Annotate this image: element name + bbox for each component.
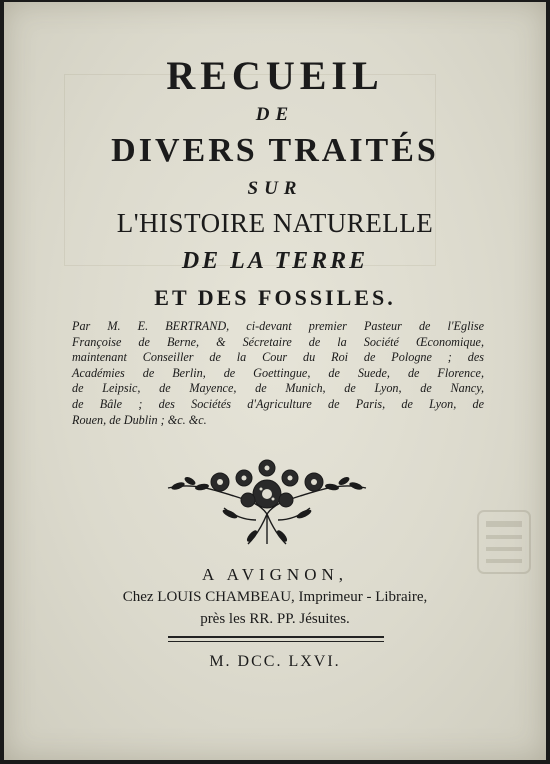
- floral-ornament-icon: [164, 456, 370, 546]
- title-divers-traites: DIVERS TRAITÉS: [111, 132, 439, 169]
- imprint-place: A AVIGNON,: [201, 565, 349, 584]
- byline-line: de Leipsic, de Mayence, de Munich, de Lyon, de Nancy,: [72, 381, 484, 396]
- byline-line: de Bâle ; des Sociétés d'Agriculture de Paris, de Lyon, de: [72, 396, 484, 411]
- byline-line: Françoise de Berne, & Sécretaire de la Société Œconomique,: [72, 334, 484, 349]
- byline-line: Par M. E. BERTRAND, ci-devant premier Pasteur de l'Eglise: [72, 319, 484, 333]
- byline-line: maintenant Conseiller de la Cour du Roi de Pologne ; des: [72, 350, 484, 365]
- title-page: [4, 2, 546, 760]
- title-de: DE: [255, 104, 295, 125]
- blind-stamp-icon: [474, 507, 534, 577]
- title-et-des-fossiles: ET DES FOSSILES.: [154, 285, 396, 310]
- title-de-la-terre: DE LA TERRE: [181, 248, 369, 274]
- title-recueil: RECUEIL: [166, 53, 384, 98]
- byline-line: Rouen, de Dublin ; &c. &c.: [72, 412, 207, 427]
- byline-line: Académies de Berlin, de Goettingue, de Suede, de Florence,: [72, 365, 484, 380]
- title-sur: SUR: [247, 178, 303, 199]
- imprint-address: près les RR. PP. Jésuites.: [200, 611, 350, 627]
- author-byline: [72, 319, 484, 428]
- imprint-publisher: Chez LOUIS CHAMBEAU, Imprimeur - Libraire,: [122, 589, 428, 605]
- title-histoire-naturelle: L'HISTOIRE NATURELLE: [116, 208, 434, 238]
- double-rule-thin: [168, 641, 384, 642]
- double-rule: [168, 636, 384, 638]
- imprint-date: M. DCC. LXVI.: [209, 653, 341, 670]
